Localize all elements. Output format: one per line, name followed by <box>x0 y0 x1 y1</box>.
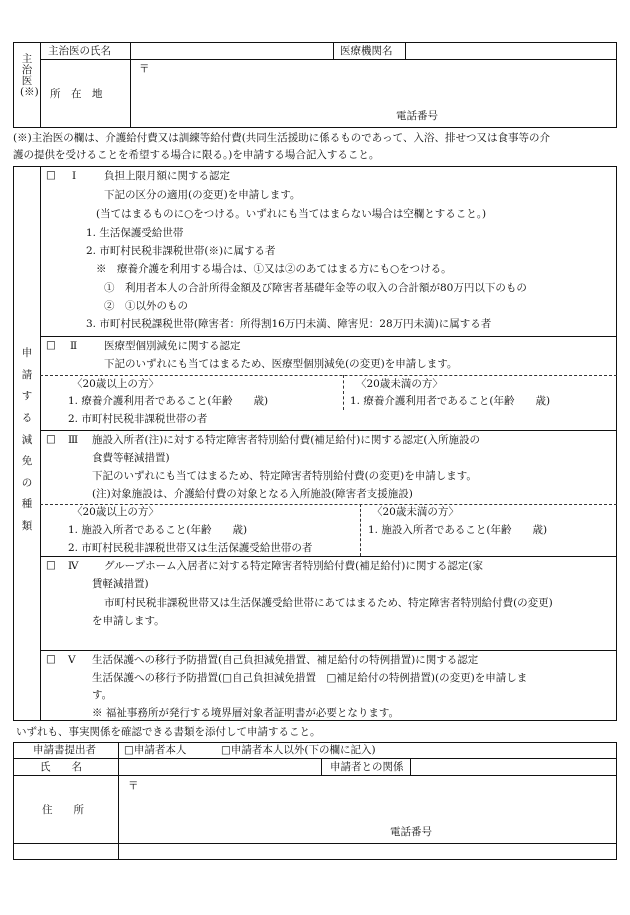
divider <box>343 375 344 410</box>
s4-title: グループホーム入居者に対する特定障害者特別給付費(補足給付)に関する認定(家 <box>104 560 483 572</box>
checkbox-s3[interactable]: □ <box>46 433 56 445</box>
submitter-name-field[interactable] <box>121 760 318 773</box>
s2-desc: 下記のいずれにも当てはまるため、医療型個別減免(の変更)を申請します。 <box>104 358 458 370</box>
s1-item2: 2. 市町村民税非課税世帯(※)に属する者 <box>86 245 276 257</box>
s2-title: 医療型個別減免に関する認定 <box>104 340 241 352</box>
checkbox-s1[interactable]: □ <box>46 169 56 181</box>
divider <box>40 42 41 128</box>
submitter-option-self[interactable]: □申請者本人 <box>124 744 187 756</box>
submitter-name-label: 氏 名 <box>40 761 82 773</box>
s1-sub1: ① 利用者本人の合計所得金額及び障害者基礎年金等の収入の合計額が80万円以下のもの <box>104 282 527 294</box>
doctor-name-label: 主治医の氏名 <box>48 45 111 57</box>
s3-right-item1: 1. 施設入所者であること(年齢 歳) <box>368 524 548 536</box>
doctor-address-field[interactable] <box>150 62 610 102</box>
s3-left-head: 〈20歳以上の方〉 <box>72 506 159 518</box>
s5-desc: す。 <box>92 689 113 701</box>
s2-left-item1: 1. 療養介護利用者であること(年齢 歳) <box>68 395 269 407</box>
postal-mark: 〒 <box>128 780 139 792</box>
s5-title: 生活保護への移行予防措置(自己負担減免措置、補足給付の特例措置)に関する認定 <box>92 654 479 666</box>
s3-desc: 下記のいずれにも当てはまるため、特定障害者特別給付費(の変更)を申請します。 <box>92 470 477 482</box>
s1-title: 負担上限月額に関する認定 <box>104 170 230 182</box>
divider <box>40 430 617 431</box>
submitter-address-label: 住 所 <box>42 804 84 816</box>
s4-desc: を申請します。 <box>92 615 165 627</box>
s3-note: (注)対象施設は、介護給付費の対象となる入所施設(障害者支援施設) <box>92 488 413 500</box>
doctor-side-label: 主治医(※) <box>20 53 39 99</box>
divider <box>333 42 334 59</box>
divider <box>130 42 131 128</box>
s3-left-item1: 1. 施設入所者であること(年齢 歳) <box>68 524 248 536</box>
checkbox-s4[interactable]: □ <box>46 559 56 571</box>
s5-note: ※ 福祉事務所が発行する境界層対象者証明書が必要となります。 <box>92 707 399 719</box>
s4-title: 賃軽減措置) <box>92 578 149 590</box>
divider <box>410 758 411 775</box>
institution-field[interactable] <box>408 44 614 57</box>
s3-right-head: 〈20歳未満の方〉 <box>372 506 459 518</box>
s3-left-item2: 2. 市町村民税非課税世帯又は生活保護受給世帯の者 <box>68 542 313 554</box>
s2-left-head: 〈20歳以上の方〉 <box>72 378 159 390</box>
s4-desc: 市町村民税非課税世帯又は生活保護受給世帯にあてはまるため、特定障害者特別給付費(の変更) <box>104 597 553 609</box>
numeral-s1: Ⅰ <box>72 170 77 182</box>
s1-sub2: ② ①以外のもの <box>104 300 188 312</box>
doctor-name-field[interactable] <box>132 44 330 57</box>
divider <box>40 336 617 337</box>
checkbox-s5[interactable]: □ <box>46 653 56 665</box>
doctor-address-label: 所 在 地 <box>50 88 103 100</box>
checkbox-s2[interactable]: □ <box>46 339 56 351</box>
divider <box>405 42 406 59</box>
divider <box>118 742 119 860</box>
divider <box>40 375 617 376</box>
s1-note: (当てはまるものに○をつける。いずれにも当てはまらない場合は空欄とすること。) <box>96 208 487 220</box>
s5-desc: 生活保護への移行予防措置(□自己負担減免措置 □補足給付の特例措置)(の変更)を申請しま <box>92 672 528 684</box>
doctor-note: 護の提供を受けることを希望する場合に限る。)を申請する場合記入すること。 <box>13 149 380 161</box>
s1-item3: 3. 市町村民税課税世帯(障害者：所得割16万円未満、障害児：28万円未満)に属する者 <box>86 318 492 330</box>
attach-note: いずれも、事実関係を確認できる書類を添付して申請すること。 <box>16 726 321 738</box>
divider <box>40 556 617 557</box>
numeral-s3: Ⅲ <box>68 434 79 446</box>
s2-right-head: 〈20歳未満の方〉 <box>356 378 443 390</box>
numeral-s2: Ⅱ <box>70 340 78 352</box>
relation-field[interactable] <box>413 760 614 773</box>
divider <box>40 650 617 651</box>
divider <box>40 166 41 721</box>
submitter-address-field[interactable] <box>140 779 610 823</box>
s1-desc: 下記の区分の適用(の変更)を申請します。 <box>104 189 301 201</box>
divider <box>360 504 361 556</box>
divider <box>321 758 322 775</box>
divider <box>13 843 617 844</box>
numeral-s4: Ⅳ <box>68 560 79 572</box>
postal-mark: 〒 <box>139 63 150 75</box>
institution-label: 医療機関名 <box>340 45 393 57</box>
divider <box>13 775 617 776</box>
s3-title: 食費等軽減措置) <box>92 452 170 464</box>
phone-label: 電話番号 <box>396 110 438 122</box>
s3-title: 施設入所者(注)に対する特定障害者特別給付費(補足給付)に関する認定(入所施設の <box>92 434 480 446</box>
phone-label: 電話番号 <box>390 826 432 838</box>
numeral-s5: Ⅴ <box>68 654 76 666</box>
s1-item2-note: ※ 療養介護を利用する場合は、①又は②のあてはまる方にも○をつける。 <box>96 263 452 275</box>
reduction-side-label: 申請する減免の種類 <box>21 347 33 532</box>
divider <box>13 758 617 759</box>
divider <box>40 504 617 505</box>
divider <box>40 59 617 60</box>
submitter-option-other[interactable]: □申請者本人以外(下の欄に記入) <box>221 744 376 756</box>
relation-label: 申請者との関係 <box>330 761 404 773</box>
s2-right-item1: 1. 療養介護利用者であること(年齢 歳) <box>350 395 551 407</box>
s2-left-item2: 2. 市町村民税非課税世帯の者 <box>68 413 208 425</box>
submitter-label: 申請書提出者 <box>33 744 96 756</box>
doctor-note: (※)主治医の欄は、介護給付費又は訓練等給付費(共同生活援助に係るものであって、入浴、排せつ又は食事等の介 <box>13 132 550 144</box>
s1-item1: 1. 生活保護受給世帯 <box>86 227 184 239</box>
